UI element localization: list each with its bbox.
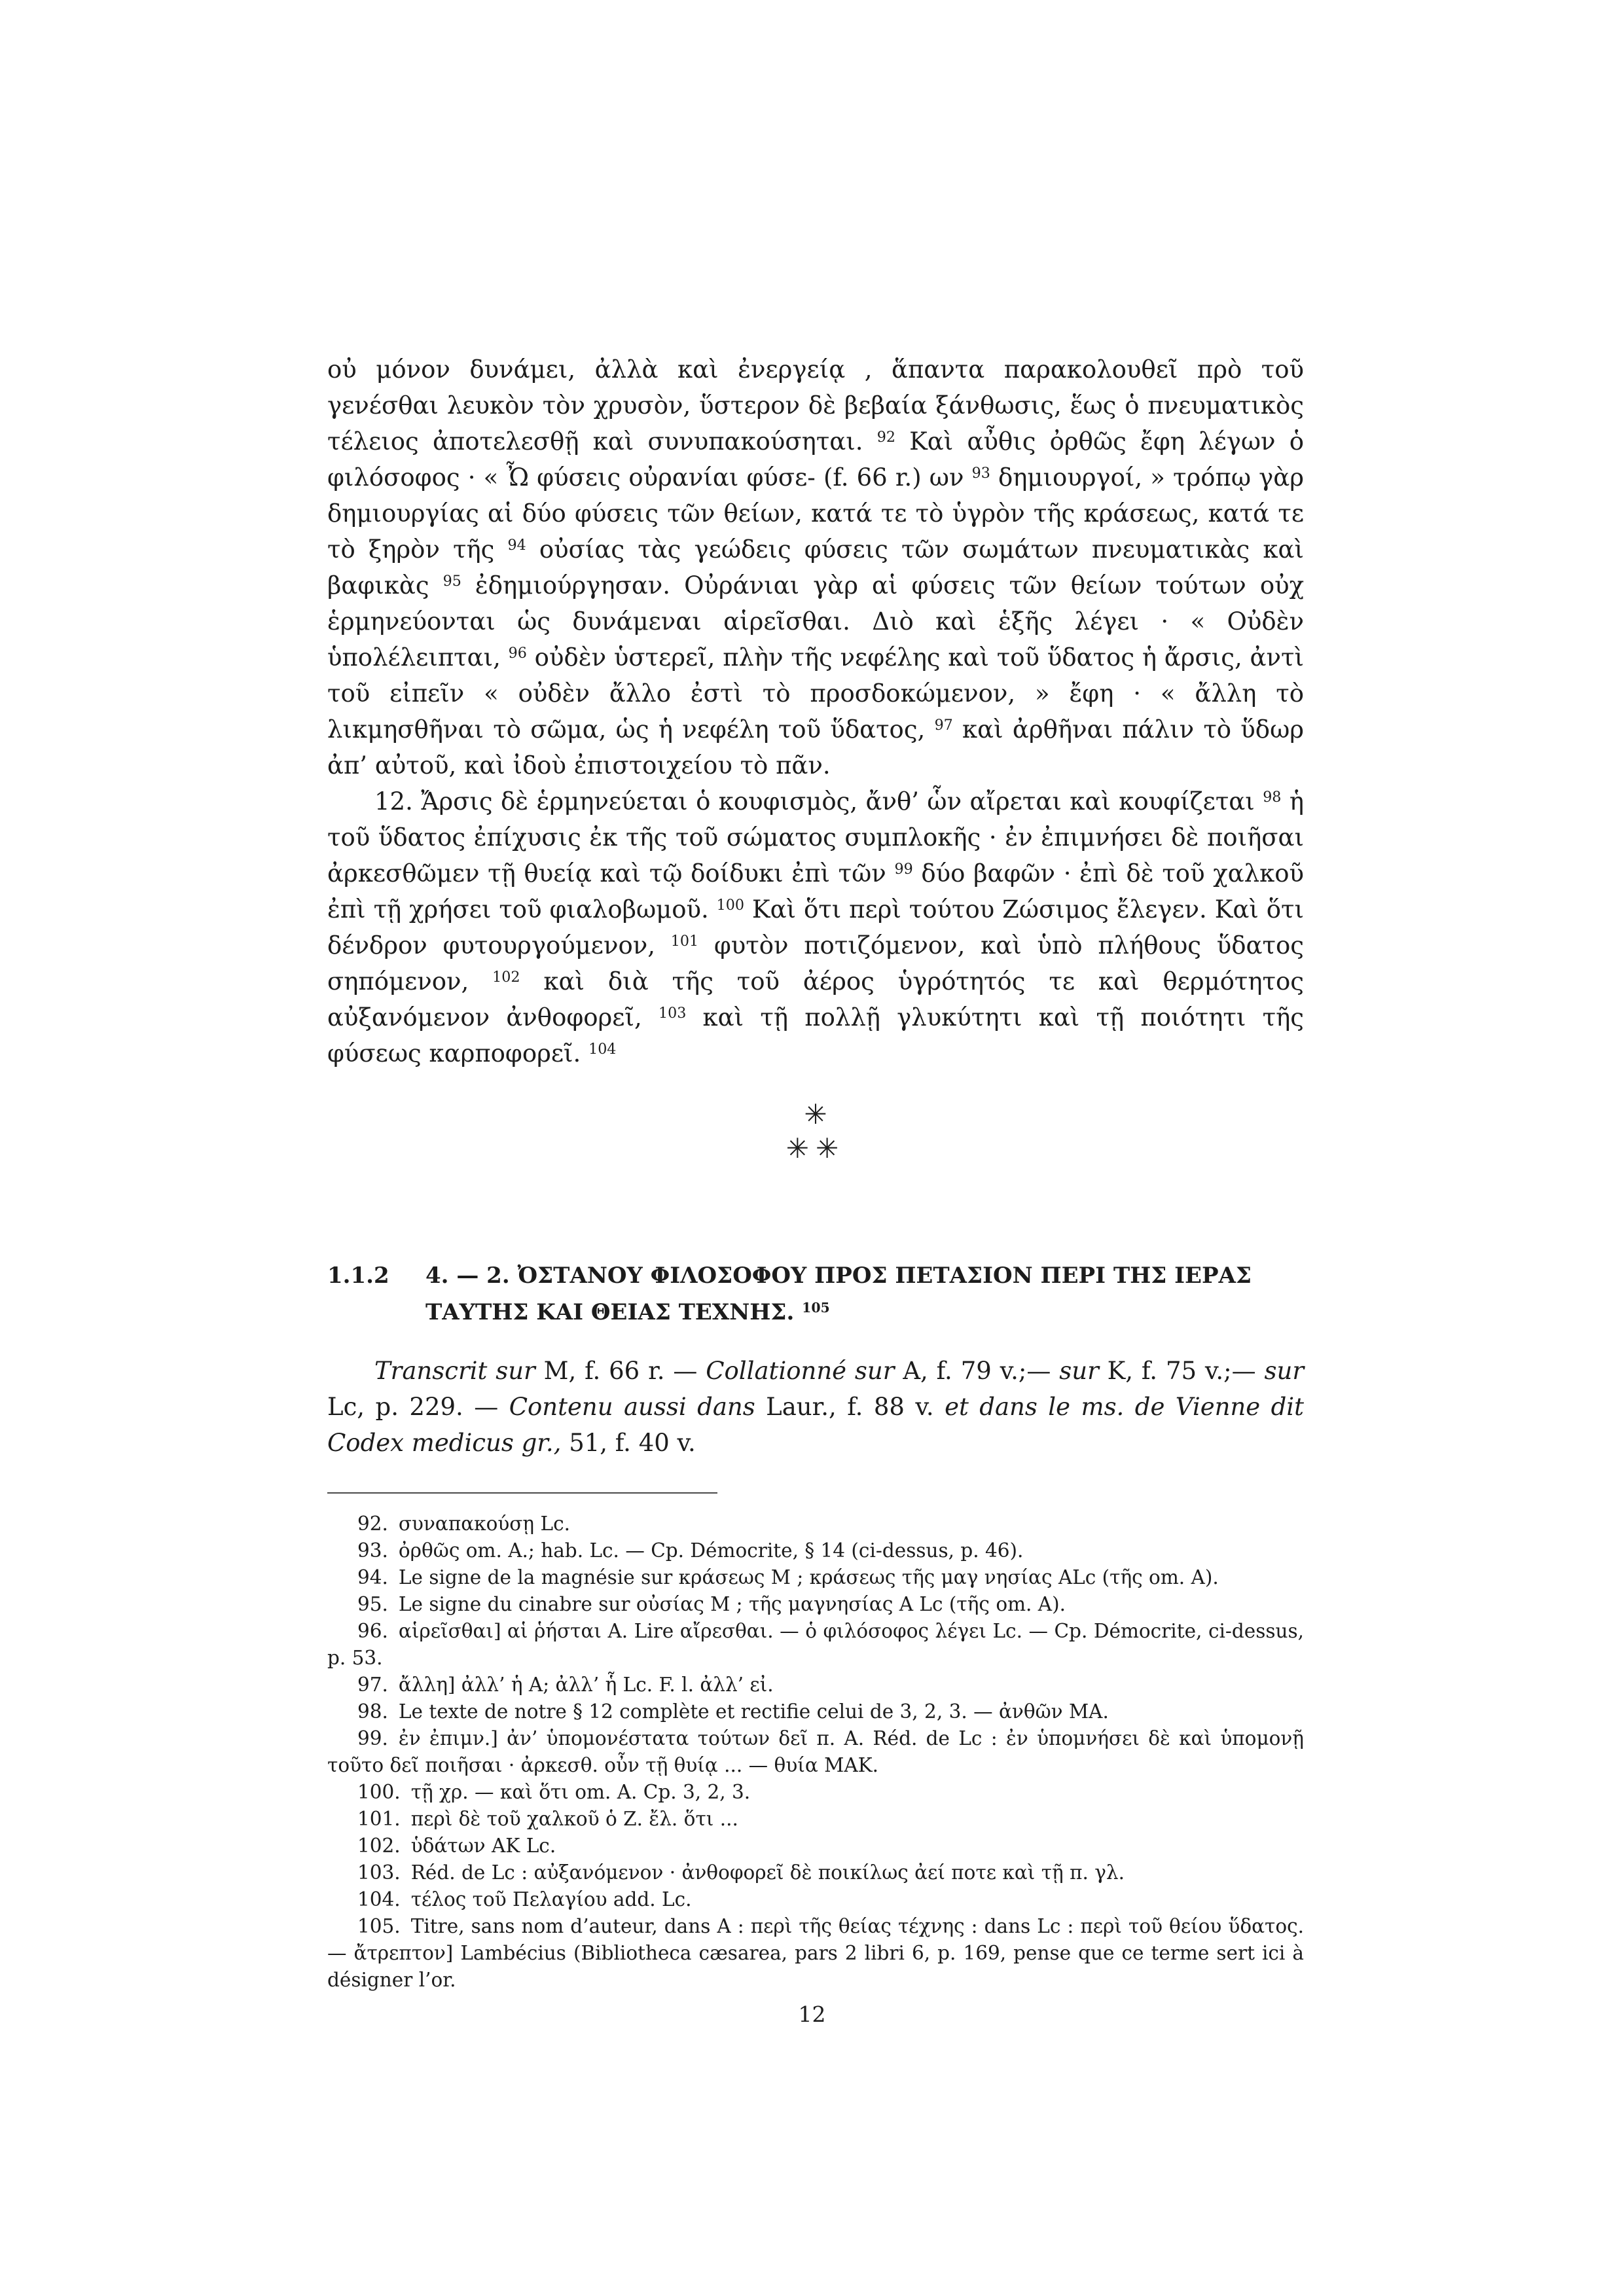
footnote-item: [327, 1591, 1304, 1618]
footnote-number: 95.: [357, 1593, 388, 1615]
footnote-number: 93.: [357, 1539, 388, 1562]
footnote-number: 105.: [357, 1915, 401, 1937]
footnote-text: συναπακούσῃ Lc.: [398, 1513, 570, 1535]
footnote-item: [327, 1806, 1304, 1833]
footnote-text: Le signe de la magnésie sur κράσεως M ; κράσεως τῆς μαγ νησίας ALc (τῆς om. A).: [398, 1566, 1219, 1588]
section-separator-ornament: [327, 1098, 1304, 1166]
footnote-number: 103.: [357, 1861, 401, 1884]
footnote-text: Réd. de Lc : αὐξανόμενον · ἀνθοφορεῖ δὲ ποικίλως ἀεί ποτε καὶ τῇ π. γλ.: [410, 1861, 1125, 1884]
footnote-item: [327, 1672, 1304, 1698]
footnote-text: τῇ χρ. — καὶ ὅτι om. A. Cp. 3, 2, 3.: [410, 1781, 751, 1803]
manuscript-source-note: Transcrit sur M, f. 66 r. — Collationné sur A, f. 79 v.;— sur K, f. 75 v.;— sur Lc, p. 229. — Contenu aussi dans Laur., f. 88 v. et dans le ms. de Vienne dit Codex medicus gr., 51, f. 40 v.: [327, 1357, 1305, 1457]
footnote-item: [327, 1886, 1304, 1913]
footnote-text: τέλος τοῦ Πελαγίου add. Lc.: [410, 1888, 692, 1910]
footnote-item: [327, 1913, 1304, 1994]
footnote-number: 102.: [357, 1835, 401, 1857]
footnote-number: 96.: [357, 1620, 388, 1642]
footnote-item: [327, 1618, 1304, 1672]
asterisk-ornament-bottom: ✳✳: [785, 1132, 846, 1164]
footnote-item: [327, 1725, 1304, 1779]
footnote-item: [327, 1833, 1304, 1859]
section-number: 1.1.2: [327, 1263, 389, 1289]
footnote-text: ἄλλη] ἀλλ’ ἡ A; ἀλλ’ ἧ Lc. F. l. ἀλλ’ εἰ.: [398, 1674, 774, 1696]
footnote-number: 97.: [357, 1674, 388, 1696]
footnote-text: Le texte de notre § 12 complète et rectifie celui de 3, 2, 3. — ἀνθῶν MA.: [398, 1700, 1109, 1723]
footnote-text: ὀρθῶς om. A.; hab. Lc. — Cp. Démocrite, § 14 (ci-dessus, p. 46).: [398, 1539, 1024, 1562]
footnote-rule: [327, 1492, 717, 1494]
footnote-item: [327, 1537, 1304, 1564]
greek-paragraph-continuation: οὐ μόνον δυνάμει, ἀλλὰ καὶ ἐνεργείᾳ , ἅπαντα παρακολουθεῖ πρὸ τοῦ γενέσθαι λευκὸν τὸν χρυσὸν, ὕστερον δὲ βεβαία ξάνθωσις, ἕως ὁ πνευματικὸς τέλειος ἀποτελεσθῇ καὶ συνυπακούσηται. $^{92}$ Καὶ αὖθις ὀρθῶς ἔφη λέγων ὁ φιλόσοφος · « Ὦ φύσεις οὐρανίαι φύσε- (f. 66 r.) ων $^{93}$ δημιουργοί, » τρόπῳ γὰρ δημιουργίας αἱ δύο φύσεις τῶν θείων, κατά τε τὸ ὑγρὸν τῆς κράσεως, κατά τε τὸ ξηρὸν τῆς $^{94}$ οὐσίας τὰς γεώδεις φύσεις τῶν σωμάτων πνευματικὰς καὶ βαφικὰς $^{95}$ ἐδημιούργησαν. Οὐράνιαι γὰρ αἱ φύσεις τῶν θείων τούτων οὐχ ἑρμηνεύονται ὡς δυνάμεναι αἱρεῖσθαι. Διὸ καὶ ἑξῆς λέγει · « Οὐδὲν ὑπολέλειπται, $^{96}$ οὐδὲν ὑστερεῖ, πλὴν τῆς νεφέλης καὶ τοῦ ὕδατος ἡ ἄρσις, ἀντὶ τοῦ εἰπεῖν « οὐδὲν ἄλλο ἐστὶ τὸ προσδοκώμενον, » ἔφη · « ἄλλη τὸ λικμησθῆναι τὸ σῶμα, ὡς ἡ νεφέλη τοῦ ὕδατος, $^{97}$ καὶ ἀρθῆναι πάλιν τὸ ὕδωρ ἀπ’ αὐτοῦ, καὶ ἰδοὺ ἐπιστοιχείου τὸ πᾶν.: [327, 355, 1305, 780]
footnote-item: [327, 1511, 1304, 1537]
footnote-text: αἱρεῖσθαι] αἱ ῥήσται A. Lire αἴρεσθαι. — ὁ φιλόσοφος λέγει Lc. — Cp. Démocrite, ci-dessus, p. 53.: [327, 1620, 1304, 1669]
section-title: 4. — 2. ὈΣΤΑΝΟΥ ΦΙΛΟΣΟΦΟΥ ΠΡΟΣ ΠΕΤΑΣΙΟΝ ΠΕΡΙ ΤΗΣ ΙΕΡΑΣ ΤΑΥΤΗΣ ΚΑΙ ΘΕΙΑΣ ΤΕΧΝΗΣ. $^{105}$: [425, 1263, 1252, 1325]
footnotes-block: [327, 1492, 1304, 1994]
footnote-text: ἐν ἐπιμν.] ἀν’ ὑπομονέστατα τούτων δεῖ π. A. Réd. de Lc : ἐν ὑπομνήσει δὲ καὶ ὑπομονῇ τοῦτο δεῖ ποιῆσαι · ἀρκεσθ. οὖν τῇ θυίᾳ ... — θυία ΜΑΚ.: [327, 1727, 1304, 1776]
footnote-text: περὶ δὲ τοῦ χαλκοῦ ὁ Ζ. ἔλ. ὅτι ...: [410, 1808, 738, 1830]
page-number: 12: [798, 2001, 826, 2027]
asterisk-ornament-top: ✳: [804, 1098, 827, 1130]
footnote-number: 98.: [357, 1700, 388, 1723]
greek-paragraph-12: 12. Ἄρσις δὲ ἑρμηνεύεται ὁ κουφισμὸς, ἄνθ’ ὧν αἴρεται καὶ κουφίζεται $^{98}$ ἡ τοῦ ὕδατος ἐπίχυσις ἐκ τῆς τοῦ σώματος συμπλοκῆς · ἐν ἐπιμνήσει δὲ ποιῆσαι ἀρκεσθῶμεν τῇ θυείᾳ καὶ τῷ δοίδυκι ἐπὶ τῶν $^{99}$ δύο βαφῶν · ἐπὶ δὲ τοῦ χαλκοῦ ἐπὶ τῇ χρήσει τοῦ φιαλοβωμοῦ. $^{100}$ Καὶ ὅτι περὶ τούτου Ζώσιμος ἔλεγεν. Καὶ ὅτι δένδρον φυτουργούμενον, $^{101}$ φυτὸν ποτιζόμενον, καὶ ὑπὸ πλήθους ὕδατος σηπόμενον, $^{102}$ καὶ διὰ τῆς τοῦ ἀέρος ὑγρότητός τε καὶ θερμότητος αὐξανόμενον ἀνθοφορεῖ, $^{103}$ καὶ τῇ πολλῇ γλυκύτητι καὶ τῇ ποιότητι τῆς φύσεως καρποφορεῖ. $^{104}$: [327, 787, 1304, 1067]
footnote-number: 100.: [357, 1781, 401, 1803]
footnote-text: ὑδάτων ΑΚ Lc.: [410, 1835, 556, 1857]
footnote-text: Titre, sans nom d’auteur, dans A : περὶ τῆς θείας τέχνης : dans Lc : περὶ τοῦ θείου ὕδατος. — ἄτρεπτον] Lambécius (Bibliotheca cæsarea, pars 2 libri 6, p. 169, pense que ce terme sert ici à désigner l’or.: [327, 1915, 1304, 1991]
footnote-item: [327, 1698, 1304, 1725]
text-block: [327, 351, 1304, 1994]
footnote-item: [327, 1779, 1304, 1806]
footnote-item: [327, 1564, 1304, 1591]
footnote-text: Le signe du cinabre sur οὐσίας M ; τῆς μαγνησίας A Lc (τῆς om. A).: [398, 1593, 1066, 1615]
footnote-number: 94.: [357, 1566, 388, 1588]
footnote-number: 104.: [357, 1888, 401, 1910]
footnote-number: 99.: [357, 1727, 388, 1749]
footnote-item: [327, 1859, 1304, 1886]
footnote-number: 101.: [357, 1808, 401, 1830]
footnote-number: 92.: [357, 1513, 388, 1535]
section-heading: [327, 1257, 1304, 1331]
